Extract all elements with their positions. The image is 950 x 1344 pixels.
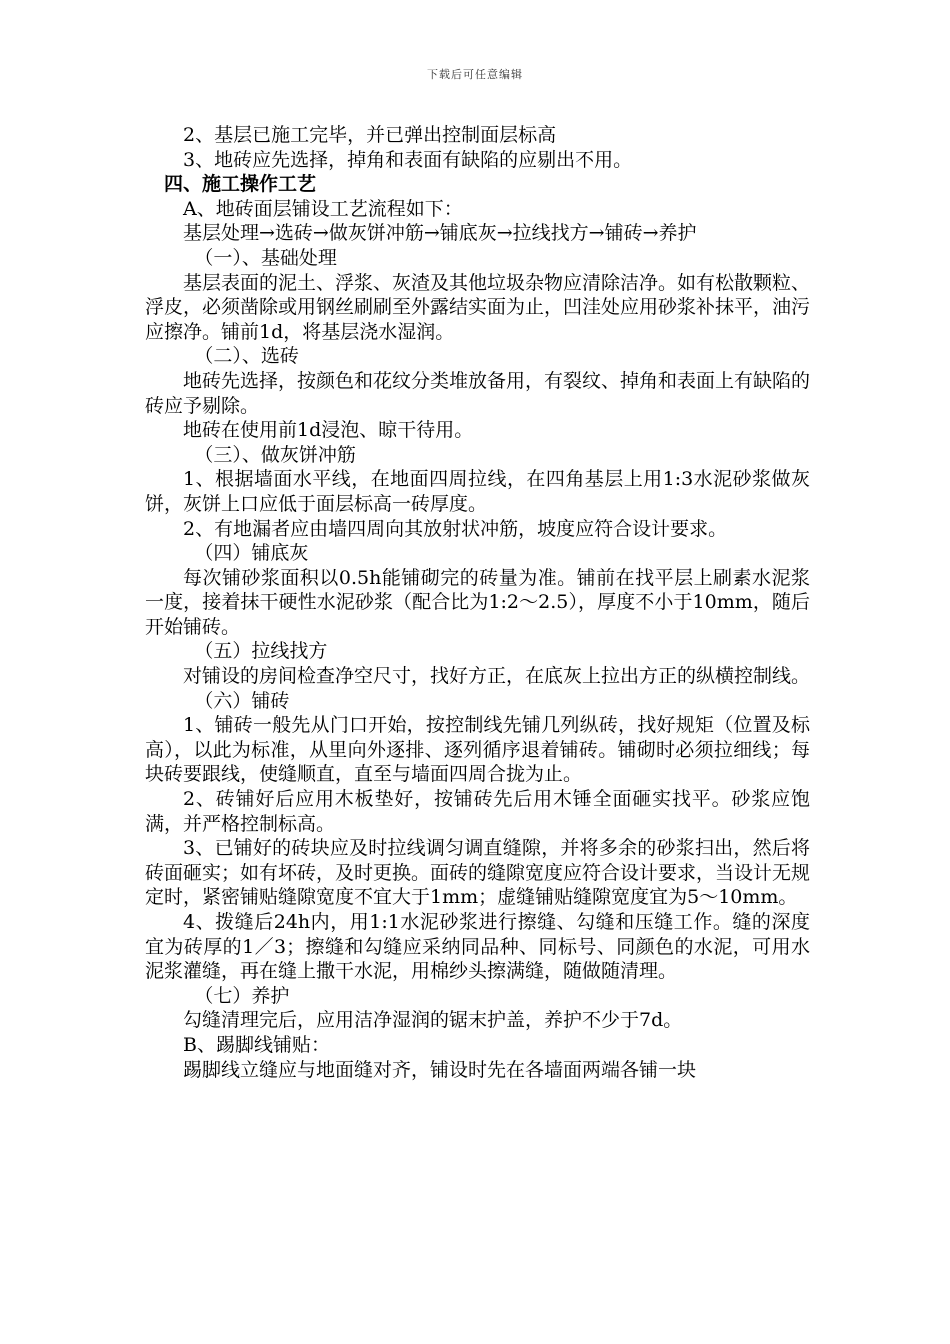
- paragraph: 1、根据墙面水平线，在地面四周拉线，在四角基层上用1:3水泥砂浆做灰饼，灰饼上口应低于面层标高一砖厚度。: [145, 468, 810, 515]
- paragraph: 1、铺砖一般先从门口开始，按控制线先铺几列纵砖，找好规矩（位置及标高），以此为标准，从里向外逐排、逐列循序退着铺砖。铺砌时必须拉细线；每块砖要跟线，使缝顺直，直至与墙面四周合拢为止。: [145, 714, 810, 786]
- subsection-heading: （二）、选砖: [194, 345, 299, 368]
- paragraph: 地砖先选择，按颜色和花纹分类堆放备用，有裂纹、掉角和表面上有缺陷的砖应予剔除。: [145, 369, 811, 417]
- paragraph: 2、砖铺好后应用木板垫好，按铺砖先后用木锤全面砸实找平。砂浆应饱满，并严格控制标高。: [145, 788, 810, 835]
- section-heading: 四、施工操作工艺: [164, 173, 317, 196]
- subsection-heading: （四）铺底灰: [194, 542, 309, 565]
- paragraph: 每次铺砂浆面积以0.5h能铺砌完的砖量为准。铺前在找平层上刷素水泥浆一度，接着抹干硬性水泥砂浆（配合比为1:2～2.5），厚度不小于10mm，随后开始铺砖。: [145, 566, 810, 638]
- paragraph: 3、地砖应先选择，掉角和表面有缺陷的应剔出不用。: [183, 148, 633, 171]
- subsection-heading: （六）铺砖: [194, 689, 290, 712]
- subsection-heading: （七）养护: [194, 984, 290, 1007]
- paragraph: 2、有地漏者应由墙四周向其放射状冲筋，坡度应符合设计要求。: [183, 517, 728, 540]
- paragraph: 4、拨缝后24h内，用1:1水泥砂浆进行擦缝、勾缝和压缝工作。缝的深度宜为砖厚的1／3；擦缝和勾缝应采纳同品种、同标号、同颜色的水泥，可用水泥浆灌缝，再在缝上撒干水泥，用棉纱头擦满缝，随做随清理。: [145, 911, 810, 983]
- paragraph: 3、已铺好的砖块应及时拉线调匀调直缝隙，并将多余的砂浆扫出，然后将砖面砸实；如有坏砖，及时更换。面砖的缝隙宽度应符合设计要求，当设计无规定时，紧密铺贴缝隙宽度不宜大于1mm；虚缝铺贴缝隙宽度宜为5～10mm。: [145, 837, 811, 909]
- subsection-heading: （五）拉线找方: [194, 640, 328, 663]
- subsection-heading: （三）、做灰饼冲筋: [194, 443, 356, 466]
- paragraph: A、地砖面层铺设工艺流程如下：: [183, 197, 463, 220]
- paragraph: B、踢脚线铺贴：: [183, 1033, 330, 1056]
- page-header: 下载后可任意编辑: [427, 68, 523, 81]
- paragraph: 基层处理→选砖→做灰饼冲筋→铺底灰→拉线找方→铺砖→养护: [183, 222, 697, 245]
- paragraph: 踢脚线立缝应与地面缝对齐，铺设时先在各墙面两端各铺一块: [183, 1058, 697, 1081]
- paragraph: 对铺设的房间检查净空尺寸，找好方正，在底灰上拉出方正的纵横控制线。: [183, 665, 811, 688]
- paragraph: 2、基层已施工完毕，并已弹出控制面层标高: [183, 124, 557, 146]
- document-body: [145, 123, 810, 1082]
- subsection-heading: （一）、基础处理: [194, 246, 337, 269]
- paragraph: 基层表面的泥土、浮浆、灰渣及其他垃圾杂物应清除洁净。如有松散颗粒、浮皮，必须凿除或用钢丝刷刷至外露结实面为止，凹洼处应用砂浆补抹平，油污应擦净。铺前1d，将基层浇水湿润。: [145, 271, 811, 343]
- paragraph: 地砖在使用前1d浸泡、晾干待用。: [183, 419, 474, 442]
- paragraph: 勾缝清理完后，应用洁净湿润的锯末护盖，养护不少于7d。: [183, 1009, 683, 1032]
